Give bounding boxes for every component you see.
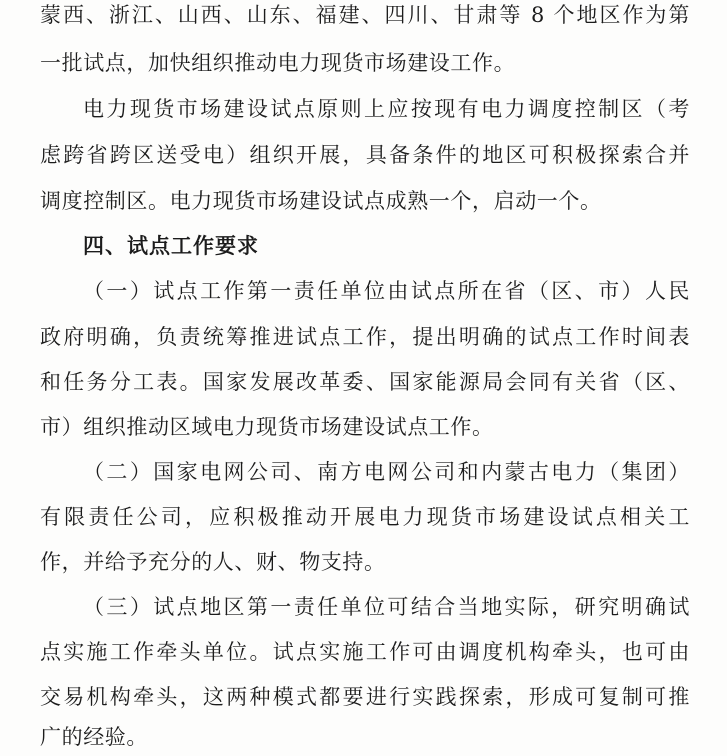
text-line: 点实施工作牵头单位。试点实施工作可由调度机构牵头，也可由	[40, 640, 690, 664]
text-line: 一批试点，加快组织推动电力现货市场建设工作。	[40, 51, 516, 75]
text-line: 调度控制区。电力现货市场建设试点成熟一个，启动一个。	[40, 189, 602, 213]
text-line: 政府明确，负责统筹推进试点工作，提出明确的试点工作时间表	[40, 325, 690, 349]
text-line: 蒙西、浙江、山西、山东、福建、四川、甘肃等 8 个地区作为第	[40, 3, 690, 27]
text-line: 有限责任公司，应积极推动开展电力现货市场建设试点相关工	[40, 505, 690, 529]
text-line: 电力现货市场建设试点原则上应按现有电力调度控制区（考	[83, 97, 690, 121]
text-line: （二）国家电网公司、南方电网公司和内蒙古电力（集团）	[83, 460, 690, 484]
text-line: 广的经验。	[40, 725, 148, 749]
text-line: 虑跨省跨区送受电）组织开展，具备条件的地区可积极探索合并	[40, 143, 690, 167]
text-line: 作，并给予充分的人、财、物支持。	[40, 550, 386, 574]
text-line: 和任务分工表。国家发展改革委、国家能源局会同有关省（区、	[40, 370, 690, 394]
text-line: （三）试点地区第一责任单位可结合当地实际，研究明确试	[83, 595, 690, 619]
text-line: 市）组织推动区域电力现货市场建设试点工作。	[40, 415, 494, 439]
text-line: 交易机构牵头，这两种模式都要进行实践探索，形成可复制可推	[40, 685, 690, 709]
text-line: （一）试点工作第一责任单位由试点所在省（区、市）人民	[83, 279, 690, 303]
section-heading: 四、试点工作要求	[83, 234, 259, 258]
